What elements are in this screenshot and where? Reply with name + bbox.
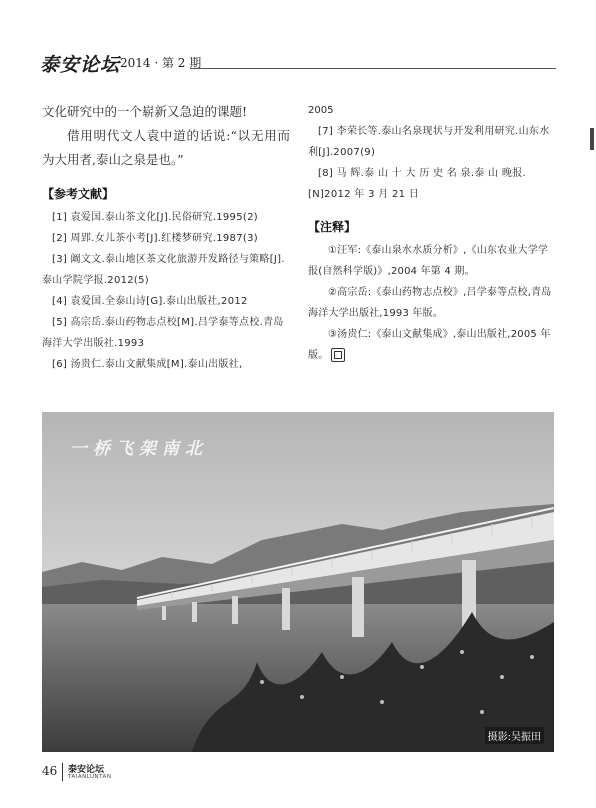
page-header: [40, 50, 556, 76]
note-item: ①汪军:《泰山泉水水质分析》,《山东农业大学学报(自然科学版)》,2004 年第 4 期。: [308, 245, 549, 277]
bridge-photo: [42, 412, 554, 752]
bridge-photo-image: [42, 412, 554, 752]
end-seal-icon: [331, 348, 345, 362]
right-column: [308, 100, 554, 366]
reference-item: [6] 汤贵仁.泰山文献集成[M].泰山出版社,: [52, 359, 243, 370]
note-item: ②高宗岳:《泰山药物志点校》,吕学泰等点校,青岛海洋大学出版社,1993 年版。: [308, 287, 552, 319]
photo-caption: 一桥飞架南北: [70, 439, 208, 459]
notes-heading: 【注释】: [308, 220, 357, 234]
header-rule: [190, 68, 556, 69]
issue-label: 2014 · 第 2 期: [120, 56, 202, 70]
footer-journal-pinyin: TAIANLUNTAN: [68, 774, 112, 780]
reference-item: [3] 阚文文.泰山地区茶文化旅游开发路径与策略[J].泰山学院学报.2012(5): [42, 254, 285, 286]
photo-credit: 摄影:吴振田: [485, 727, 544, 744]
page-number: 46: [42, 764, 58, 778]
reference-item: [8] 马 辉.泰 山 十 大 历 史 名 泉.泰 山 晚报.[N]2012 年 3 月 21 日: [308, 168, 526, 200]
reference-item: [1] 袁爱国.泰山茶文化[J].民俗研究.1995(2): [52, 212, 258, 223]
note-text: ③汤贵仁:《泰山文献集成》,泰山出版社,2005 年版。: [308, 329, 551, 361]
left-column: [42, 100, 290, 375]
reference-item: [2] 周郢.女儿茶小考[J].红楼梦研究.1987(3): [52, 233, 258, 244]
journal-logo: 泰安论坛: [40, 54, 121, 76]
lead-line: 文化研究中的一个崭新又急迫的课题!: [42, 104, 248, 119]
note-item: [308, 324, 554, 366]
reference-item: [7] 李荣长等.泰山名泉现状与开发利用研究.山东水利[J].2007(9): [308, 126, 550, 158]
reference-continuation: 2005: [308, 105, 334, 116]
reference-item: [5] 高宗岳.泰山药物志点校[M].吕学泰等点校.青岛海洋大学出版社.1993: [42, 317, 284, 349]
page-footer: [42, 760, 242, 790]
reference-item: [4] 袁爱国.全泰山诗[G].泰山出版社,2012: [52, 296, 248, 307]
footer-journal-name: 泰安论坛: [68, 765, 105, 775]
page-edge-marker: [590, 128, 594, 150]
footer-divider: [62, 763, 63, 781]
references-heading: 【参考文献】: [42, 187, 115, 201]
closing-quote: 借用明代文人袁中道的话说:“以无用而为大用者,泰山之泉是也。”: [42, 128, 290, 167]
